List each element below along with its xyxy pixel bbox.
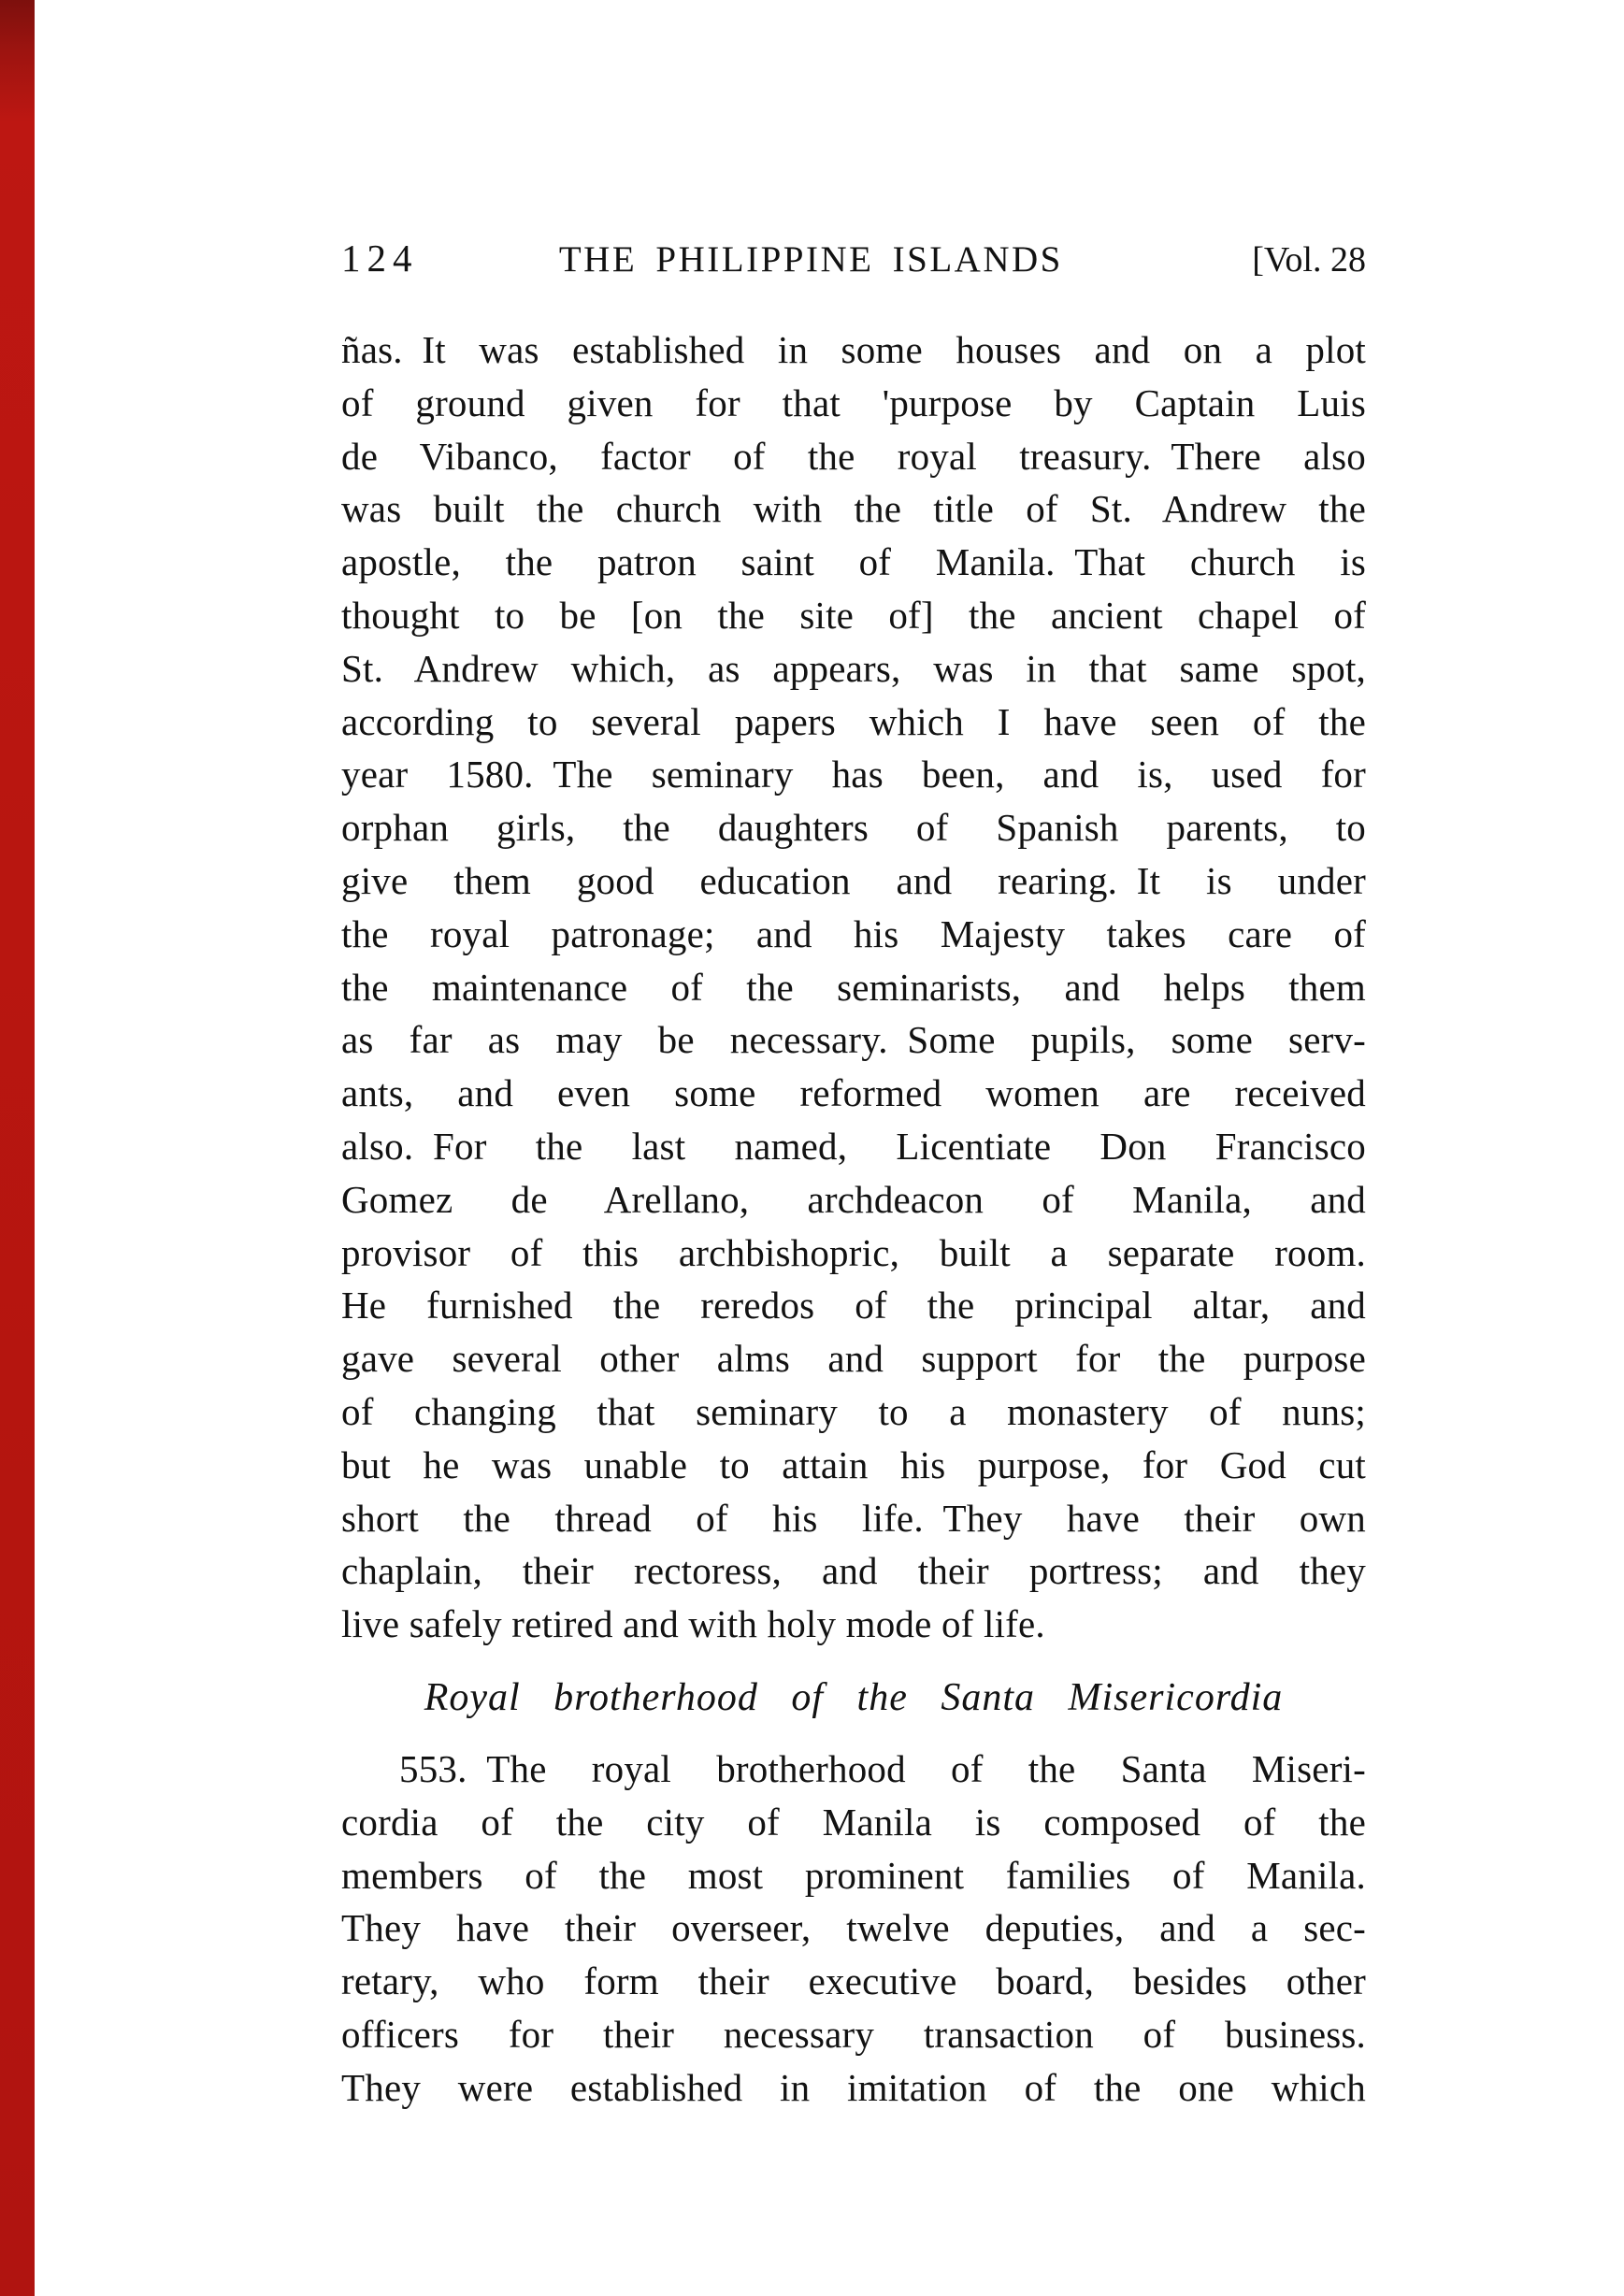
text-line: officers for their necessary transaction of business. (341, 2012, 1366, 2056)
text-line: They have their overseer, twelve deputies, and a sec- (341, 1906, 1366, 1950)
text-line: of changing that seminary to a monastery of nuns; (341, 1389, 1366, 1433)
page-number: 124 (341, 237, 419, 280)
text-line: provisor of this archbishopric, built a separate room. (341, 1230, 1366, 1274)
page-content (341, 236, 1366, 2115)
text-line: members of the most prominent families of Manila. (341, 1853, 1366, 1897)
text-line: He furnished the reredos of the principal altar, and (341, 1284, 1366, 1327)
text-line: cordia of the city of Manila is composed of the (341, 1800, 1366, 1844)
page-header (341, 236, 1366, 280)
running-title: THE PHILIPPINE ISLANDS (558, 239, 1063, 280)
text-line: thought to be [on the site of] the ancient chapel of (341, 593, 1366, 637)
text-line: of ground given for that 'purpose by Captain Luis (341, 380, 1366, 424)
text-line: the maintenance of the seminarists, and helps them (341, 965, 1366, 1009)
text-line: de Vibanco, factor of the royal treasury. There also (341, 434, 1366, 478)
text-line: Gomez de Arellano, archdeacon of Manila, and (341, 1177, 1366, 1221)
text-line: 553. The royal brotherhood of the Santa Miseri- (399, 1746, 1366, 1790)
text-line: ants, and even some reformed women are received (341, 1071, 1366, 1115)
text-line: give them good education and rearing. It is under (341, 858, 1366, 902)
text-line: live safely retired and with holy mode of life. (341, 1602, 1045, 1646)
volume-label: [Vol. 28 (1252, 240, 1366, 280)
text-line: was built the church with the title of St. Andrew the (341, 487, 1366, 531)
text-line: as far as may be necessary. Some pupils, some serv- (341, 1018, 1366, 1062)
text-line: apostle, the patron saint of Manila. That church is (341, 540, 1366, 584)
text-line: but he was unable to attain his purpose, for God cut (341, 1442, 1366, 1486)
text-line: gave several other alms and support for the purpose (341, 1337, 1366, 1381)
text-line: ñas. It was established in some houses and on a plot (341, 328, 1366, 371)
text-line: also. For the last named, Licentiate Don Francisco (341, 1124, 1366, 1168)
text-line: according to several papers which I have seen of the (341, 699, 1366, 743)
text-line: orphan girls, the daughters of Spanish parents, to (341, 806, 1366, 850)
text-line: St. Andrew which, as appears, was in that same spot, (341, 646, 1366, 690)
paragraph-continuation (341, 323, 1366, 1651)
text-line: chaplain, their rectoress, and their portress; and they (341, 1549, 1366, 1593)
text-line: short the thread of his life. They have their own (341, 1496, 1366, 1540)
text-line: retary, who form their executive board, besides other (341, 1959, 1366, 2003)
section-paragraph (341, 1743, 1366, 2115)
section-heading: Royal brotherhood of the Santa Misericordia (424, 1675, 1284, 1719)
text-line: the royal patronage; and his Majesty takes care of (341, 911, 1366, 955)
red-binding-strip (0, 0, 35, 2296)
text-line: They were established in imitation of the one which (341, 2065, 1366, 2109)
text-line: year 1580. The seminary has been, and is, used for (341, 753, 1366, 796)
